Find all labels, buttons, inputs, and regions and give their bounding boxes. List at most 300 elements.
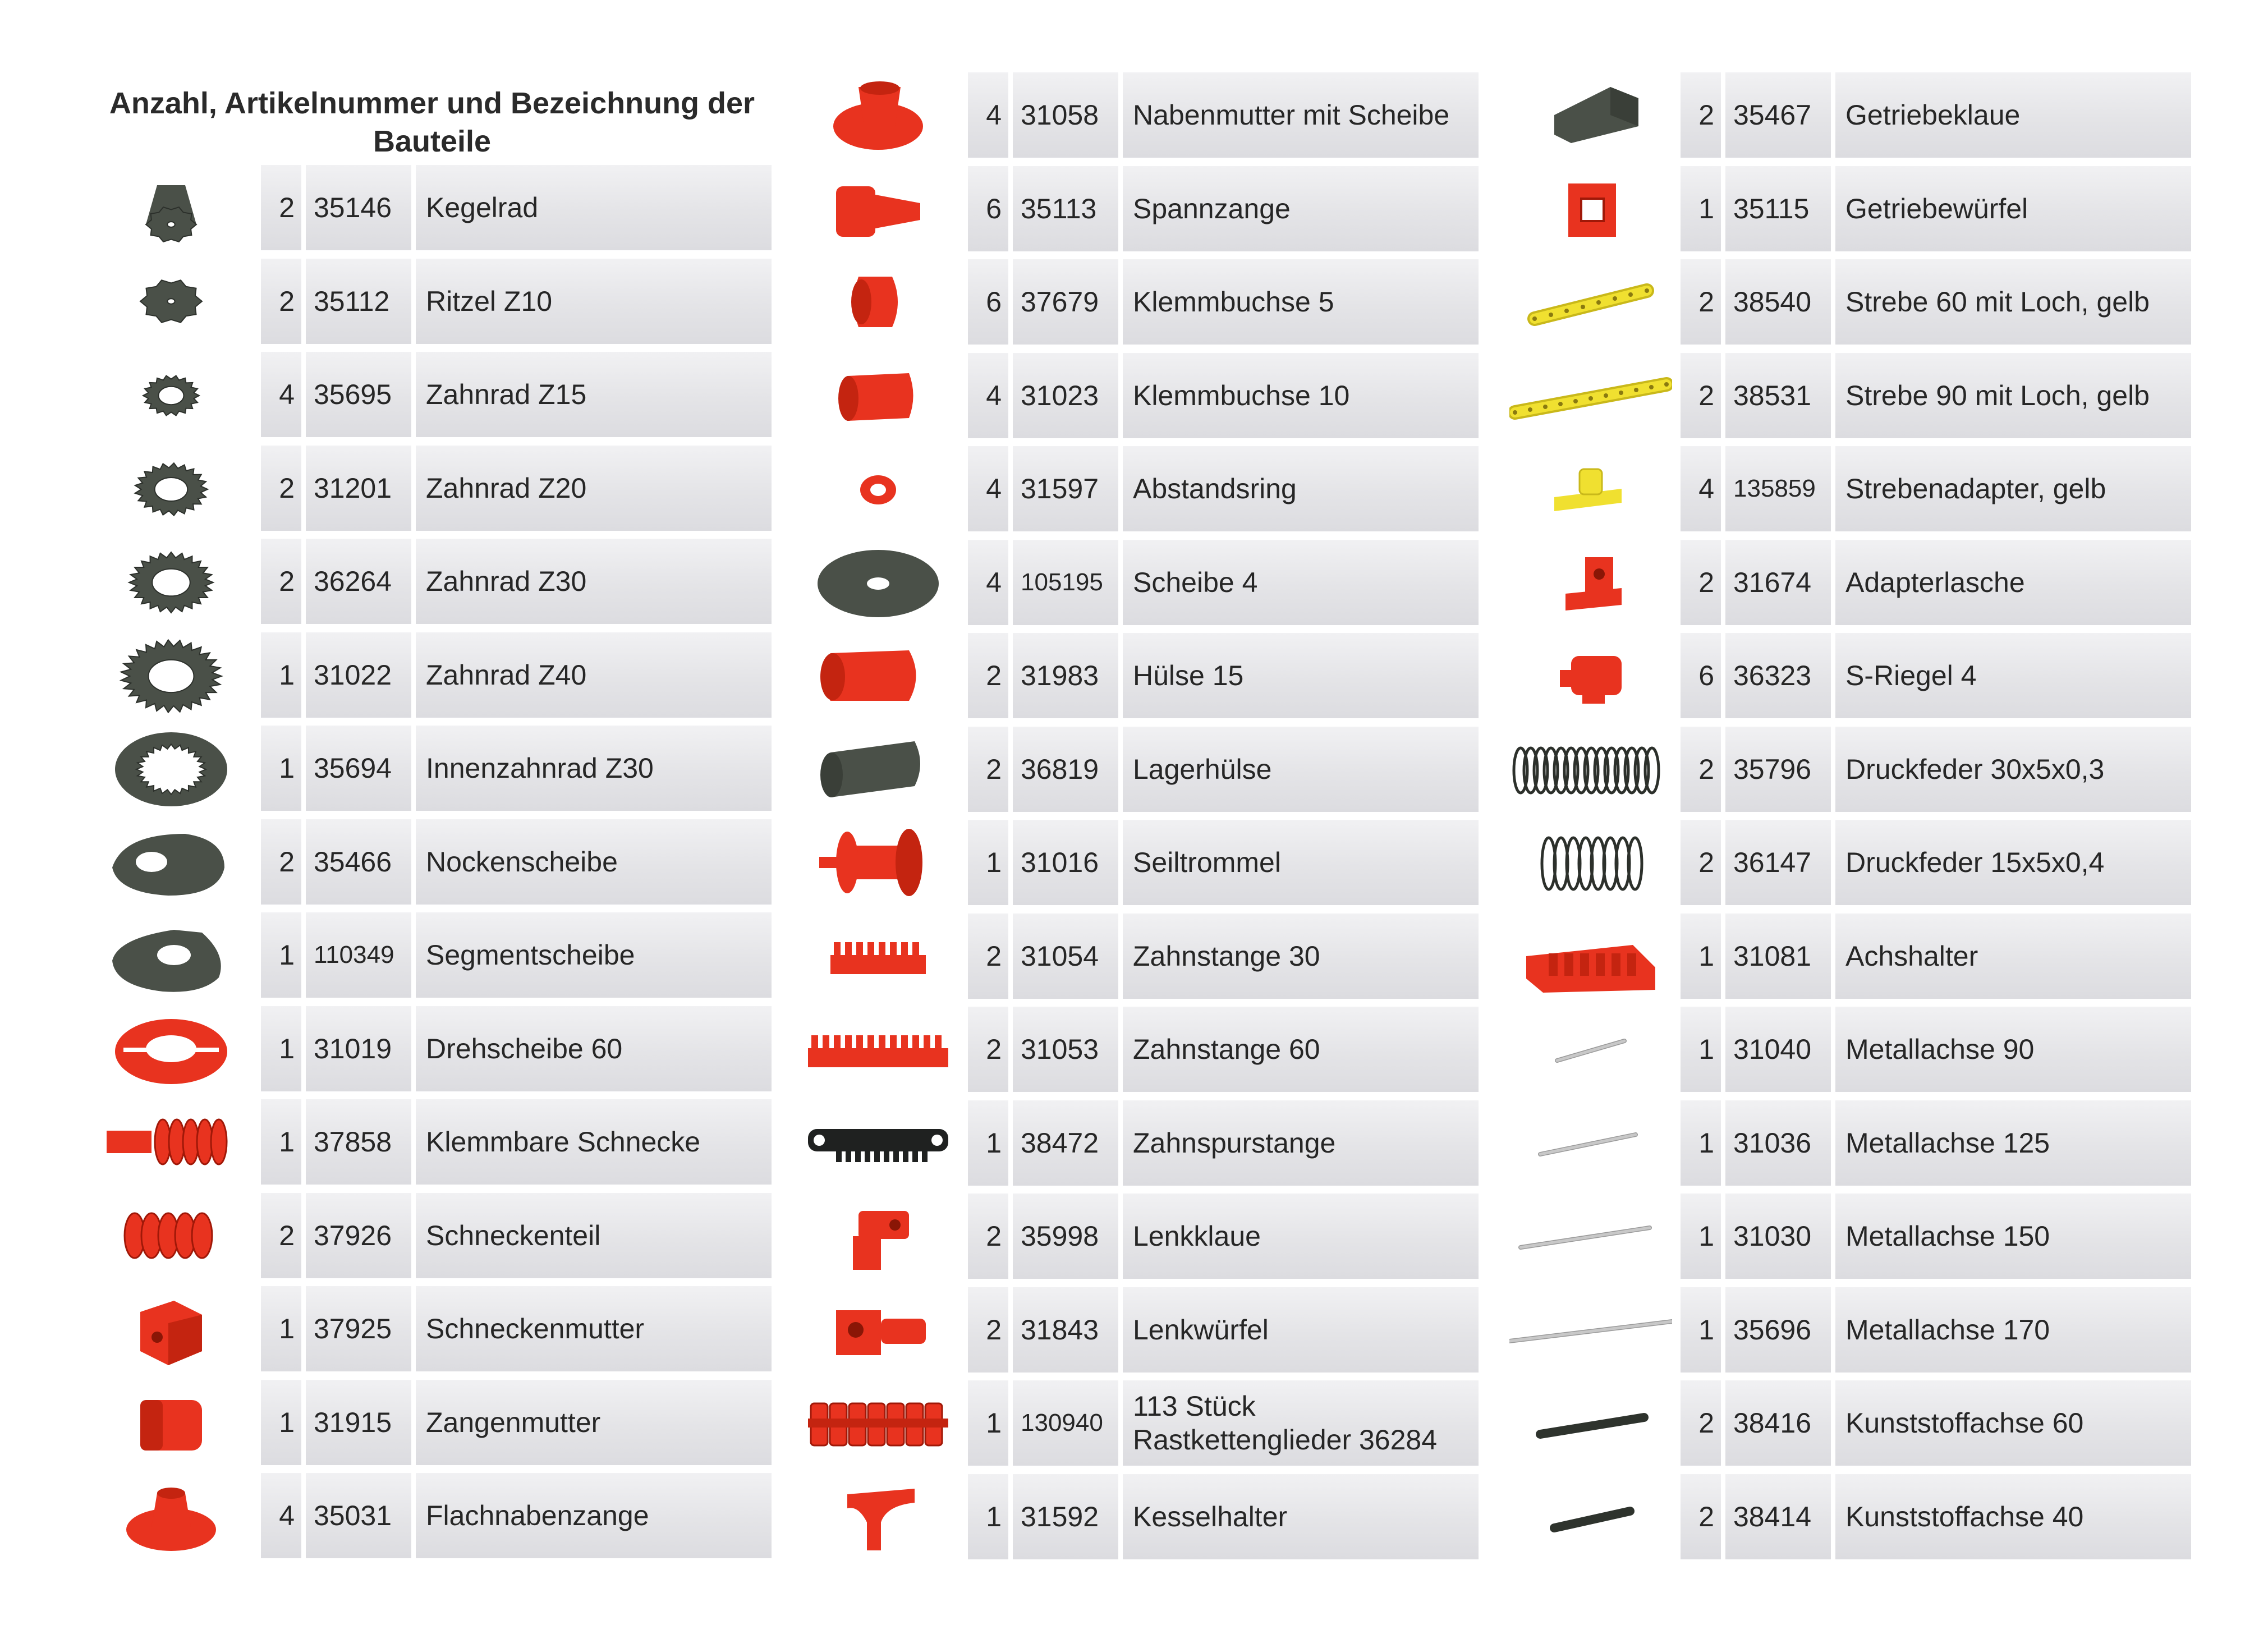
part-quantity: 1 [986, 847, 1002, 878]
part-quantity: 6 [1698, 660, 1714, 691]
cell-divider [411, 819, 416, 905]
cell-divider [1831, 1007, 1835, 1092]
internal-gear-icon [90, 723, 252, 813]
cell-divider [411, 1099, 416, 1185]
cell-divider [1721, 1100, 1725, 1186]
part-article-number: 35115 [1733, 192, 1810, 224]
cell-divider [1118, 1194, 1123, 1279]
cell-divider [411, 446, 416, 531]
collet-icon-graphic [797, 164, 959, 254]
part-row [1509, 1004, 2211, 1094]
part-quantity: 1 [1698, 1034, 1714, 1065]
part-info [1681, 1007, 2191, 1092]
part-info [968, 166, 1479, 251]
cell-divider [301, 819, 306, 905]
part-name: Lenkklaue [1133, 1220, 1261, 1252]
part-name: Druckfeder 15x5x0,4 [1845, 847, 2105, 878]
cable-drum-icon-graphic [797, 818, 959, 907]
part-row [1509, 1472, 2211, 1562]
cell-divider [1008, 727, 1013, 812]
strut-icon-graphic [1509, 351, 1672, 440]
part-name: Kegelrad [426, 192, 539, 223]
part-article-number: 31040 [1733, 1034, 1812, 1065]
segment-disc-icon [90, 910, 252, 1000]
cell-divider [411, 539, 416, 624]
part-name: Zahnstange 30 [1133, 940, 1320, 972]
part-article-number: 31030 [1733, 1220, 1812, 1252]
spacer-ring-icon [797, 444, 959, 534]
cell-divider [411, 726, 416, 811]
cell-divider [1721, 1287, 1725, 1373]
part-name: Lagerhülse [1133, 753, 1272, 785]
part-info [261, 352, 772, 437]
part-name: Achshalter [1845, 940, 1978, 972]
spring-icon-graphic [1509, 724, 1672, 814]
worm-part-icon-graphic [90, 1191, 252, 1280]
cell-divider [1008, 166, 1013, 251]
part-article-number: 37925 [314, 1313, 392, 1344]
bevel-gear-icon [90, 163, 252, 253]
hub-nut-icon [797, 70, 959, 160]
part-row [797, 818, 1498, 907]
part-name [1123, 1380, 1479, 1466]
part-quantity: 1 [986, 1500, 1002, 1532]
part-article-number: 31016 [1021, 847, 1099, 878]
cell-divider [301, 726, 306, 811]
part-info [968, 353, 1479, 438]
cell-divider [411, 1286, 416, 1371]
cell-divider [1721, 914, 1725, 999]
part-quantity: 1 [1698, 1220, 1714, 1252]
sleeve-icon-graphic [797, 631, 959, 720]
part-quantity: 2 [986, 660, 1002, 691]
bearing-sleeve-icon [797, 724, 959, 814]
part-info [1681, 820, 2191, 905]
part-quantity: 1 [986, 1407, 1002, 1439]
boiler-holder-icon [797, 1472, 959, 1562]
part-article-number: 31983 [1021, 660, 1099, 691]
cell-divider [1118, 166, 1123, 251]
cell-divider [411, 1473, 416, 1558]
part-name: Metallachse 125 [1845, 1127, 2050, 1159]
part-name: Innenzahnrad Z30 [426, 752, 654, 784]
metal-axle-icon-graphic [1509, 1191, 1672, 1281]
part-name: Hülse 15 [1133, 660, 1244, 691]
turntable-icon [90, 1004, 252, 1094]
gear-claw-icon [1509, 70, 1672, 160]
part-name: Strebe 90 mit Loch, gelb [1845, 379, 2150, 411]
part-row [1509, 1098, 2211, 1188]
part-info [968, 1194, 1479, 1279]
part-quantity: 1 [1698, 192, 1714, 224]
part-quantity: 2 [1698, 286, 1714, 318]
part-row [90, 1004, 791, 1094]
part-row [1509, 818, 2211, 907]
cam-disc-icon [90, 817, 252, 907]
part-row [90, 536, 791, 626]
cell-divider [301, 632, 306, 718]
part-article-number: 31036 [1733, 1127, 1812, 1159]
cell-divider [1118, 446, 1123, 531]
flat-hub-collet-icon [90, 1471, 252, 1560]
cell-divider [1831, 446, 1835, 531]
part-quantity: 1 [279, 1126, 295, 1158]
part-info [1681, 727, 2191, 812]
part-row [90, 723, 791, 813]
washer-icon-graphic [797, 538, 959, 627]
spring-icon-graphic [1509, 818, 1672, 907]
cell-divider [1008, 633, 1013, 718]
part-name: Klemmbuchse 5 [1133, 286, 1334, 318]
cell-divider [1008, 1007, 1013, 1092]
clamp-bushing-icon-graphic [797, 257, 959, 347]
part-info [1681, 1100, 2191, 1186]
steering-claw-icon-graphic [797, 1191, 959, 1281]
cell-divider [411, 259, 416, 344]
part-name: Adapterlasche [1845, 566, 2025, 598]
cell-divider [1831, 1100, 1835, 1186]
part-quantity: 1 [279, 1313, 295, 1344]
part-row [797, 444, 1498, 534]
part-row [797, 1472, 1498, 1562]
part-quantity: 2 [986, 1034, 1002, 1065]
plastic-axle-icon-graphic [1509, 1378, 1672, 1468]
metal-axle-icon [1509, 1098, 1672, 1188]
cell-divider [1721, 259, 1725, 345]
clamp-bushing-icon-graphic [797, 351, 959, 440]
part-info [261, 1193, 772, 1278]
cell-divider [1721, 1474, 1725, 1559]
adapter-plate-icon [1509, 538, 1672, 627]
cell-divider [301, 1473, 306, 1558]
sleeve-icon [797, 631, 959, 720]
part-info [261, 1006, 772, 1091]
part-article-number: 35695 [314, 379, 392, 410]
part-info [968, 633, 1479, 718]
part-row [90, 910, 791, 1000]
part-row [90, 350, 791, 439]
cable-drum-icon [797, 818, 959, 907]
part-name: Zahnrad Z15 [426, 379, 587, 410]
part-name: Scheibe 4 [1133, 566, 1258, 598]
part-article-number: 38540 [1733, 286, 1812, 318]
part-article-number: 35998 [1021, 1220, 1099, 1252]
part-name: Klemmbare Schnecke [426, 1126, 701, 1158]
part-info [1681, 914, 2191, 999]
part-article-number: 38472 [1021, 1127, 1099, 1159]
part-article-number: 31201 [314, 472, 392, 504]
gear-icon [90, 350, 252, 439]
part-article-number: 35467 [1733, 99, 1812, 131]
part-name: Kesselhalter [1133, 1500, 1288, 1532]
cell-divider [411, 165, 416, 250]
part-quantity: 2 [279, 846, 295, 878]
part-quantity: 4 [986, 566, 1002, 598]
worm-nut-icon-graphic [90, 1284, 252, 1374]
part-name: Drehscheibe 60 [426, 1032, 623, 1064]
part-quantity: 1 [279, 752, 295, 784]
part-name: S-Riegel 4 [1845, 660, 1977, 691]
cell-divider [1831, 72, 1835, 158]
gear-icon-graphic [90, 350, 252, 439]
part-info [968, 727, 1479, 812]
cell-divider [1008, 446, 1013, 531]
part-info [261, 539, 772, 624]
part-article-number: 31058 [1021, 99, 1099, 131]
part-row [1509, 70, 2211, 160]
part-name: Zangenmutter [426, 1406, 601, 1438]
part-quantity: 2 [986, 940, 1002, 972]
part-row [90, 443, 791, 533]
axle-holder-icon [1509, 911, 1672, 1001]
part-row [797, 631, 1498, 720]
cell-divider [1008, 914, 1013, 999]
pinion-gear-icon-graphic [90, 256, 252, 346]
metal-axle-icon-graphic [1509, 1004, 1672, 1094]
cell-divider [1118, 1007, 1123, 1092]
cell-divider [1831, 259, 1835, 345]
cell-divider [1831, 1474, 1835, 1559]
part-row [797, 70, 1498, 160]
part-quantity: 1 [1698, 1127, 1714, 1159]
gear-rack-icon [797, 1004, 959, 1094]
part-article-number: 135859 [1733, 475, 1816, 502]
worm-icon-graphic [90, 1097, 252, 1187]
part-quantity: 2 [1698, 1500, 1714, 1532]
cell-divider [1118, 914, 1123, 999]
part-row [90, 256, 791, 346]
part-article-number: 35694 [314, 752, 392, 784]
part-row [797, 1191, 1498, 1281]
part-name: Nabenmutter mit Scheibe [1133, 99, 1450, 131]
metal-axle-icon-graphic [1509, 1098, 1672, 1188]
part-article-number: 35031 [314, 1500, 392, 1531]
plastic-axle-icon-graphic [1509, 1472, 1672, 1562]
part-name: Lenkwürfel [1133, 1314, 1269, 1346]
part-name: Schneckenmutter [426, 1313, 645, 1344]
part-info [1681, 446, 2191, 531]
part-name: Getriebewürfel [1845, 192, 2028, 224]
cell-divider [1721, 727, 1725, 812]
cell-divider [1008, 1287, 1013, 1373]
metal-axle-icon [1509, 1191, 1672, 1281]
part-name: Kunststoffachse 60 [1845, 1407, 2084, 1439]
cell-divider [1118, 633, 1123, 718]
part-article-number: 31053 [1021, 1034, 1099, 1065]
s-latch-icon-graphic [1509, 631, 1672, 720]
cell-divider [301, 165, 306, 250]
metal-axle-icon [1509, 1004, 1672, 1094]
gear-icon-graphic [90, 443, 252, 533]
bearing-sleeve-icon-graphic [797, 724, 959, 814]
part-info [261, 165, 772, 250]
part-quantity: 1 [279, 1032, 295, 1064]
cell-divider [1118, 259, 1123, 345]
cell-divider [301, 1006, 306, 1091]
spacer-ring-icon-graphic [797, 444, 959, 534]
part-name: Kunststoffachse 40 [1845, 1500, 2084, 1532]
turntable-icon-graphic [90, 1004, 252, 1094]
part-info [261, 819, 772, 905]
part-row [1509, 1378, 2211, 1468]
part-info [968, 72, 1479, 158]
part-row [90, 163, 791, 253]
part-article-number: 38416 [1733, 1407, 1812, 1439]
part-row [90, 1097, 791, 1187]
gear-rack-icon-graphic [797, 911, 959, 1001]
cell-divider [1831, 1380, 1835, 1466]
strut-icon [1509, 351, 1672, 440]
part-quantity: 4 [986, 379, 1002, 411]
part-name: Strebe 60 mit Loch, gelb [1845, 286, 2150, 318]
part-row [797, 724, 1498, 814]
part-row [1509, 1191, 2211, 1281]
part-name: Seiltrommel [1133, 847, 1281, 878]
strut-adapter-icon-graphic [1509, 444, 1672, 534]
part-info [1681, 633, 2191, 718]
cell-divider [411, 1380, 416, 1465]
part-name: Flachnabenzange [426, 1500, 649, 1531]
cell-divider [1008, 353, 1013, 438]
part-quantity: 1 [1698, 1314, 1714, 1346]
part-row [797, 351, 1498, 440]
part-quantity: 6 [986, 286, 1002, 318]
part-article-number: 35113 [1021, 192, 1097, 224]
chain-links-icon [797, 1378, 959, 1468]
cell-divider [1721, 72, 1725, 158]
part-row [90, 630, 791, 720]
cell-divider [1008, 1194, 1013, 1279]
cell-divider [1831, 540, 1835, 625]
boiler-holder-icon-graphic [797, 1472, 959, 1562]
part-name: Metallachse 170 [1845, 1314, 2050, 1346]
cell-divider [411, 352, 416, 437]
part-quantity: 2 [279, 1219, 295, 1251]
gear-cube-icon-graphic [1509, 164, 1672, 254]
gear-rack-icon-graphic [797, 1004, 959, 1094]
part-article-number: 36819 [1021, 753, 1099, 785]
part-row [1509, 444, 2211, 534]
part-name: Zahnspurstange [1133, 1127, 1336, 1159]
part-row [90, 1284, 791, 1374]
part-info [1681, 166, 2191, 251]
part-info [261, 912, 772, 998]
part-info [1681, 353, 2191, 438]
strut-adapter-icon [1509, 444, 1672, 534]
cell-divider [1008, 540, 1013, 625]
part-info [968, 259, 1479, 345]
cell-divider [1008, 259, 1013, 345]
cell-divider [301, 446, 306, 531]
adapter-plate-icon-graphic [1509, 538, 1672, 627]
part-article-number: 36323 [1733, 660, 1812, 691]
cell-divider [1831, 914, 1835, 999]
part-article-number: 105195 [1021, 568, 1103, 596]
segment-disc-icon-graphic [90, 910, 252, 1000]
collet-nut-icon [90, 1378, 252, 1467]
part-article-number: 37858 [314, 1126, 392, 1158]
cell-divider [411, 632, 416, 718]
part-row [1509, 257, 2211, 347]
part-quantity: 2 [1698, 847, 1714, 878]
part-article-number: 35146 [314, 192, 392, 223]
collet-nut-icon-graphic [90, 1378, 252, 1467]
part-info [261, 632, 772, 718]
worm-nut-icon [90, 1284, 252, 1374]
part-row [1509, 538, 2211, 627]
part-row [90, 1191, 791, 1280]
cell-divider [1118, 540, 1123, 625]
part-row [1509, 911, 2211, 1001]
part-info [1681, 259, 2191, 345]
plastic-axle-icon [1509, 1472, 1672, 1562]
part-article-number: 35696 [1733, 1314, 1812, 1346]
cell-divider [1118, 1100, 1123, 1186]
part-quantity: 2 [986, 753, 1002, 785]
part-quantity: 4 [279, 379, 295, 410]
part-name: Spannzange [1133, 192, 1291, 224]
internal-gear-icon-graphic [90, 723, 252, 813]
part-info [261, 1099, 772, 1185]
part-row [797, 1378, 1498, 1468]
part-quantity: 1 [1698, 940, 1714, 972]
cell-divider [411, 1006, 416, 1091]
part-row [797, 1285, 1498, 1375]
toothed-track-rod-icon-graphic [797, 1098, 959, 1188]
part-quantity: 4 [1698, 473, 1714, 504]
part-info [1681, 1287, 2191, 1373]
part-name: Zahnstange 60 [1133, 1034, 1320, 1065]
washer-icon [797, 538, 959, 627]
steering-cube-icon-graphic [797, 1285, 959, 1375]
cell-divider [1831, 820, 1835, 905]
part-info [1681, 1380, 2191, 1466]
cell-divider [1721, 1194, 1725, 1279]
cell-divider [1831, 166, 1835, 251]
part-row [797, 164, 1498, 254]
strut-icon-graphic [1509, 257, 1672, 347]
cell-divider [1721, 633, 1725, 718]
part-article-number: 37679 [1021, 286, 1099, 318]
part-quantity: 4 [279, 1500, 295, 1531]
part-info [1681, 72, 2191, 158]
cell-divider [1118, 353, 1123, 438]
cell-divider [1118, 727, 1123, 812]
part-name: Druckfeder 30x5x0,3 [1845, 753, 2105, 785]
part-quantity: 2 [1698, 99, 1714, 131]
part-article-number: 31674 [1733, 566, 1812, 598]
cell-divider [1008, 1380, 1013, 1466]
cell-divider [1721, 540, 1725, 625]
part-info [1681, 1474, 2191, 1559]
gear-icon-graphic [90, 630, 252, 720]
part-info [968, 1474, 1479, 1559]
part-article-number: 38531 [1733, 379, 1812, 411]
collet-icon [797, 164, 959, 254]
pinion-gear-icon [90, 256, 252, 346]
part-info [968, 914, 1479, 999]
part-article-number: 110349 [314, 941, 394, 969]
cell-divider [1118, 72, 1123, 158]
cell-divider [1118, 1474, 1123, 1559]
part-article-number: 31023 [1021, 379, 1099, 411]
part-name: Getriebeklaue [1845, 99, 2021, 131]
part-quantity: 2 [279, 192, 295, 223]
flat-hub-collet-icon-graphic [90, 1471, 252, 1560]
part-quantity: 2 [279, 566, 295, 597]
part-quantity: 4 [986, 473, 1002, 504]
cell-divider [301, 1286, 306, 1371]
